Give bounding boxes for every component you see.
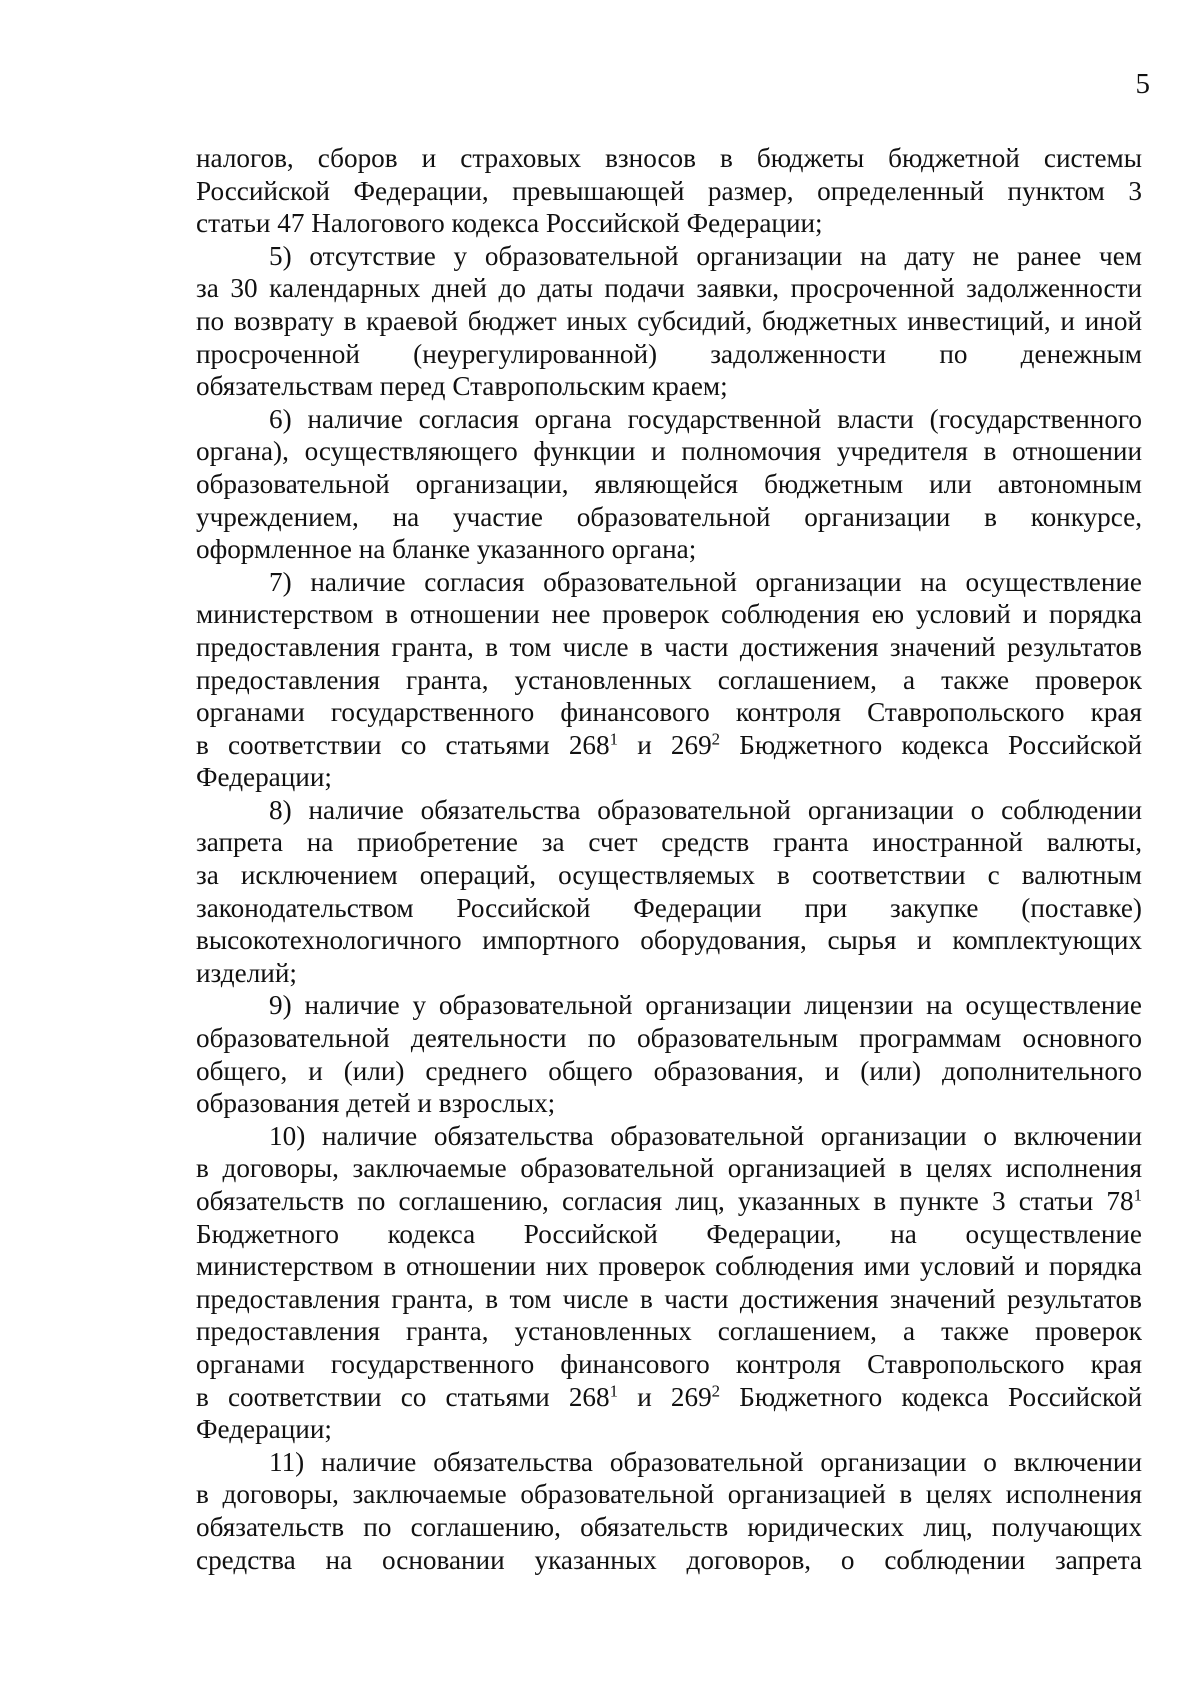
- superscript: 1: [609, 729, 619, 749]
- superscript: 1: [1133, 1185, 1142, 1205]
- text-line: образовательной организации, являющейся бюджетным или автономным: [196, 468, 1142, 499]
- text-line: образования детей и взрослых;: [196, 1088, 556, 1119]
- list-item-5: [196, 240, 1142, 403]
- text-line: 11) наличие обязательства образовательной организации о включении: [269, 1446, 1142, 1477]
- text-line: налогов, сборов и страховых взносов в бюджеты бюджетной системы: [196, 143, 1142, 173]
- text-segment: Бюджетного кодекса Российской: [720, 1381, 1142, 1412]
- text-segment: и 269: [618, 729, 712, 760]
- text-line: предоставления гранта, в том числе в части достижения значений результатов: [196, 1283, 1142, 1314]
- text-line: [196, 1185, 1142, 1218]
- text-line: Бюджетного кодекса Российской Федерации, на осуществление: [196, 1218, 1142, 1249]
- document-body: [196, 142, 1142, 1576]
- text-line: Федерации;: [196, 1414, 332, 1445]
- list-item-7: [196, 566, 1142, 794]
- list-item-8: [196, 794, 1142, 990]
- text-line: учреждением, на участие образовательной организации в конкурсе,: [196, 501, 1142, 532]
- superscript: 2: [711, 1381, 721, 1401]
- text-line: обязательств по соглашению, обязательств юридических лиц, получающих: [196, 1511, 1142, 1542]
- text-line: министерством в отношении нее проверок соблюдения ею условий и порядка: [196, 599, 1142, 630]
- text-line: в договоры, заключаемые образовательной организацией в целях исполнения: [196, 1479, 1142, 1510]
- text-line: по возврату в краевой бюджет иных субсидий, бюджетных инвестиций, и иной: [196, 305, 1142, 336]
- text-line: изделий;: [196, 957, 297, 988]
- text-line: [196, 729, 1142, 762]
- text-line: Федерации;: [196, 762, 332, 793]
- text-line: Российской Федерации, превышающей размер, определенный пунктом 3: [196, 175, 1142, 206]
- text-line: 7) наличие согласия образовательной организации на осуществление: [269, 566, 1142, 597]
- list-item-6: [196, 403, 1142, 566]
- text-line: органа), осуществляющего функции и полномочия учредителя в отношении: [196, 436, 1142, 467]
- text-line: средства на основании указанных договоров, о соблюдении запрета: [196, 1544, 1142, 1575]
- text-segment: и 269: [618, 1381, 712, 1412]
- text-line: запрета на приобретение за счет средств гранта иностранной валюты,: [196, 827, 1142, 858]
- text-segment: в соответствии со статьями 268: [196, 1381, 610, 1412]
- superscript: 1: [609, 1381, 619, 1401]
- text-line: общего, и (или) среднего общего образования, и (или) дополнительного: [196, 1055, 1142, 1086]
- list-item-10: [196, 1120, 1142, 1446]
- text-segment: обязательств по соглашению, согласия лиц, указанных в пункте 3 статьи 78: [196, 1186, 1134, 1216]
- text-line: высокотехнологичного импортного оборудования, сырья и комплектующих: [196, 925, 1142, 956]
- text-line: органами государственного финансового контроля Ставропольского края: [196, 697, 1142, 728]
- list-item-11: [196, 1446, 1142, 1576]
- text-line: статьи 47 Налогового кодекса Российской Федерации;: [196, 208, 823, 239]
- text-line: 6) наличие согласия органа государственной власти (государственного: [269, 403, 1142, 434]
- text-line: предоставления гранта, установленных соглашением, а также проверок: [196, 664, 1142, 695]
- page-number: 5: [1135, 68, 1150, 100]
- text-line: законодательством Российской Федерации при закупке (поставке): [196, 892, 1142, 923]
- text-line: обязательствам перед Ставропольским краем;: [196, 371, 728, 402]
- text-line: 8) наличие обязательства образовательной организации о соблюдении: [269, 794, 1142, 825]
- text-line: за исключением операций, осуществляемых в соответствии с валютным: [196, 860, 1142, 891]
- text-line: предоставления гранта, в том числе в части достижения значений результатов: [196, 631, 1142, 662]
- text-line: в договоры, заключаемые образовательной организацией в целях исполнения: [196, 1153, 1142, 1184]
- text-line: предоставления гранта, установленных соглашением, а также проверок: [196, 1316, 1142, 1347]
- text-line: министерством в отношении них проверок соблюдения ими условий и порядка: [196, 1251, 1142, 1282]
- text-line: [196, 1381, 1142, 1414]
- paragraph-continuation: [196, 142, 1142, 240]
- text-line: оформленное на бланке указанного органа;: [196, 534, 697, 565]
- text-line: 10) наличие обязательства образовательной организации о включении: [269, 1120, 1142, 1151]
- text-line: за 30 календарных дней до даты подачи заявки, просроченной задолженности: [196, 273, 1142, 304]
- text-line: 9) наличие у образовательной организации лицензии на осуществление: [269, 990, 1142, 1021]
- text-line: образовательной деятельности по образовательным программам основного: [196, 1023, 1142, 1054]
- text-segment: Бюджетного кодекса Российской: [720, 729, 1142, 760]
- text-line: органами государственного финансового контроля Ставропольского края: [196, 1348, 1142, 1379]
- superscript: 2: [711, 729, 721, 749]
- list-item-9: [196, 989, 1142, 1119]
- text-line: просроченной (неурегулированной) задолженности по денежным: [196, 338, 1142, 369]
- text-line: 5) отсутствие у образовательной организации на дату не ранее чем: [269, 240, 1142, 271]
- text-segment: в соответствии со статьями 268: [196, 729, 610, 760]
